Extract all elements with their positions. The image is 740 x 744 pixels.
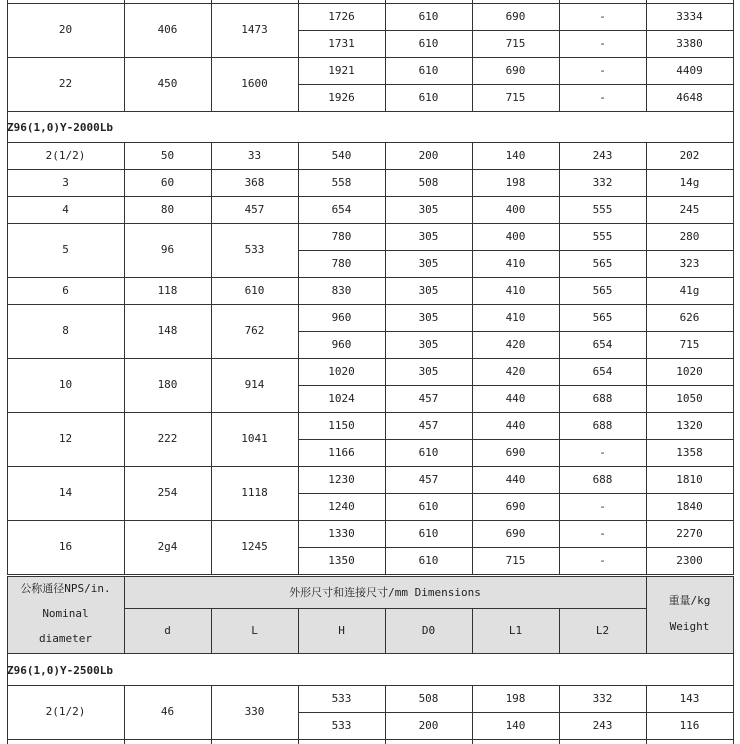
cell-L1: 400 bbox=[505, 229, 526, 243]
cell-H: 780 bbox=[331, 229, 352, 243]
header-weight-en: Weight bbox=[669, 620, 710, 634]
grid-line bbox=[733, 653, 734, 686]
cell-L1: 410 bbox=[505, 310, 526, 324]
grid-line bbox=[7, 653, 734, 654]
cell-H: 558 bbox=[331, 175, 352, 189]
grid-line bbox=[211, 739, 212, 744]
cell-L2: - bbox=[599, 63, 606, 77]
cell-weight: 2300 bbox=[676, 553, 703, 567]
cell-d: 2g4 bbox=[157, 540, 178, 554]
header-nps-cn: 公称通径NPS/in. bbox=[20, 582, 111, 596]
cell-L2: 332 bbox=[592, 691, 613, 705]
cell-weight: 143 bbox=[679, 691, 700, 705]
cell-L: 914 bbox=[244, 378, 265, 392]
grid-line bbox=[7, 111, 734, 112]
grid-line bbox=[7, 574, 734, 575]
cell-L: 457 bbox=[244, 202, 265, 216]
cell-weight: 1810 bbox=[676, 472, 703, 486]
grid-line bbox=[733, 576, 734, 654]
grid-line bbox=[124, 739, 125, 744]
cell-L: 1041 bbox=[241, 432, 268, 446]
cell-H: 1350 bbox=[328, 553, 355, 567]
cell-L2: 688 bbox=[592, 391, 613, 405]
cell-weight: 41g bbox=[679, 283, 700, 297]
cell-L2: 555 bbox=[592, 202, 613, 216]
cell-d: 50 bbox=[160, 148, 175, 162]
cell-L: 762 bbox=[244, 324, 265, 338]
cell-L1: 420 bbox=[505, 337, 526, 351]
cell-D0: 610 bbox=[418, 499, 439, 513]
cell-L1: 440 bbox=[505, 472, 526, 486]
cell-nps: 6 bbox=[62, 283, 69, 297]
cell-D0: 610 bbox=[418, 36, 439, 50]
cell-L2: 688 bbox=[592, 418, 613, 432]
cell-L2: 243 bbox=[592, 718, 613, 732]
cell-H: 830 bbox=[331, 283, 352, 297]
cell-L: 368 bbox=[244, 175, 265, 189]
grid-line bbox=[559, 739, 560, 744]
cell-L2: 654 bbox=[592, 364, 613, 378]
cell-H: 960 bbox=[331, 337, 352, 351]
cell-D0: 305 bbox=[418, 337, 439, 351]
cell-D0: 457 bbox=[418, 418, 439, 432]
cell-d: 60 bbox=[160, 175, 175, 189]
cell-D0: 305 bbox=[418, 283, 439, 297]
header-nps-en-line1: Nominal bbox=[42, 607, 89, 621]
cell-weight: 1020 bbox=[676, 364, 703, 378]
cell-d: 450 bbox=[157, 77, 178, 91]
cell-H: 533 bbox=[331, 718, 352, 732]
cell-H: 1230 bbox=[328, 472, 355, 486]
cell-H: 540 bbox=[331, 148, 352, 162]
cell-weight: 4409 bbox=[676, 63, 703, 77]
cell-nps: 3 bbox=[62, 175, 69, 189]
cell-nps: 14 bbox=[58, 486, 73, 500]
grid-line bbox=[733, 111, 734, 143]
cell-L1: 198 bbox=[505, 691, 526, 705]
header-col-L1: L1 bbox=[508, 624, 523, 638]
cell-L: 1600 bbox=[241, 77, 268, 91]
grid-line bbox=[298, 739, 299, 744]
cell-weight: 3334 bbox=[676, 9, 703, 23]
cell-d: 96 bbox=[160, 243, 175, 257]
cell-d: 180 bbox=[157, 378, 178, 392]
cell-D0: 200 bbox=[418, 148, 439, 162]
cell-H: 1166 bbox=[328, 445, 355, 459]
cell-nps: 10 bbox=[58, 378, 73, 392]
cell-L: 1473 bbox=[241, 23, 268, 37]
cell-weight: 1050 bbox=[676, 391, 703, 405]
cell-L2: - bbox=[599, 36, 606, 50]
cell-L2: 332 bbox=[592, 175, 613, 189]
cell-d: 46 bbox=[160, 705, 175, 719]
cell-D0: 305 bbox=[418, 310, 439, 324]
cell-D0: 610 bbox=[418, 553, 439, 567]
grid-line bbox=[733, 3, 734, 112]
cell-weight: 1358 bbox=[676, 445, 703, 459]
cell-nps: 12 bbox=[58, 432, 73, 446]
header-weight-cn: 重量/kg bbox=[668, 594, 711, 608]
cell-L2: - bbox=[599, 445, 606, 459]
cell-d: 406 bbox=[157, 23, 178, 37]
cell-weight: 116 bbox=[679, 718, 700, 732]
cell-L: 533 bbox=[244, 243, 265, 257]
cell-L2: 654 bbox=[592, 337, 613, 351]
cell-nps: 16 bbox=[58, 540, 73, 554]
header-col-L: L bbox=[251, 624, 258, 638]
cell-nps: 5 bbox=[62, 243, 69, 257]
header-dimensions: 外形尺寸和连接尺寸/mm Dimensions bbox=[289, 586, 481, 600]
cell-weight: 202 bbox=[679, 148, 700, 162]
cell-weight: 626 bbox=[679, 310, 700, 324]
cell-L1: 140 bbox=[505, 148, 526, 162]
cell-H: 1731 bbox=[328, 36, 355, 50]
cell-L2: - bbox=[599, 9, 606, 23]
section-title-2500lb: Z96(1,0)Y-2500Lb bbox=[7, 663, 113, 677]
cell-H: 780 bbox=[331, 256, 352, 270]
cell-L2: 565 bbox=[592, 310, 613, 324]
cell-L2: 565 bbox=[592, 256, 613, 270]
cell-H: 1726 bbox=[328, 9, 355, 23]
cell-nps: 22 bbox=[58, 77, 73, 91]
cell-H: 654 bbox=[331, 202, 352, 216]
header-col-d: d bbox=[164, 624, 171, 638]
grid-line bbox=[385, 739, 386, 744]
cell-D0: 305 bbox=[418, 229, 439, 243]
cell-L1: 690 bbox=[505, 499, 526, 513]
cell-L1: 198 bbox=[505, 175, 526, 189]
cell-nps: 8 bbox=[62, 324, 69, 338]
cell-nps: 20 bbox=[58, 23, 73, 37]
cell-D0: 305 bbox=[418, 202, 439, 216]
cell-H: 533 bbox=[331, 691, 352, 705]
cell-weight: 715 bbox=[679, 337, 700, 351]
header-col-L2: L2 bbox=[595, 624, 610, 638]
cell-D0: 610 bbox=[418, 9, 439, 23]
cell-D0: 610 bbox=[418, 526, 439, 540]
cell-weight: 4648 bbox=[676, 90, 703, 104]
cell-L1: 690 bbox=[505, 526, 526, 540]
cell-H: 1240 bbox=[328, 499, 355, 513]
cell-H: 1921 bbox=[328, 63, 355, 77]
cell-weight: 3380 bbox=[676, 36, 703, 50]
cell-weight: 323 bbox=[679, 256, 700, 270]
cell-L1: 140 bbox=[505, 718, 526, 732]
cell-L1: 690 bbox=[505, 445, 526, 459]
cell-d: 254 bbox=[157, 486, 178, 500]
cell-L1: 420 bbox=[505, 364, 526, 378]
cell-nps: 4 bbox=[62, 202, 69, 216]
cell-L2: - bbox=[599, 526, 606, 540]
cell-L: 610 bbox=[244, 283, 265, 297]
cell-D0: 457 bbox=[418, 391, 439, 405]
cell-L: 33 bbox=[247, 148, 262, 162]
grid-line bbox=[733, 685, 734, 740]
cell-D0: 610 bbox=[418, 445, 439, 459]
cell-H: 960 bbox=[331, 310, 352, 324]
cell-D0: 610 bbox=[418, 63, 439, 77]
cell-L1: 440 bbox=[505, 418, 526, 432]
cell-weight: 1840 bbox=[676, 499, 703, 513]
cell-D0: 305 bbox=[418, 364, 439, 378]
cell-weight: 280 bbox=[679, 229, 700, 243]
cell-L1: 400 bbox=[505, 202, 526, 216]
cell-D0: 305 bbox=[418, 256, 439, 270]
cell-L1: 410 bbox=[505, 283, 526, 297]
grid-line bbox=[7, 739, 8, 744]
cell-nps: 2(1/2) bbox=[45, 148, 86, 162]
header-col-H: H bbox=[338, 624, 345, 638]
cell-L1: 715 bbox=[505, 36, 526, 50]
cell-L2: - bbox=[599, 553, 606, 567]
cell-L2: 688 bbox=[592, 472, 613, 486]
cell-H: 1330 bbox=[328, 526, 355, 540]
cell-H: 1024 bbox=[328, 391, 355, 405]
cell-d: 80 bbox=[160, 202, 175, 216]
cell-H: 1020 bbox=[328, 364, 355, 378]
grid-line bbox=[733, 739, 734, 744]
header-col-D0: D0 bbox=[421, 624, 436, 638]
cell-D0: 200 bbox=[418, 718, 439, 732]
cell-H: 1926 bbox=[328, 90, 355, 104]
cell-L2: 555 bbox=[592, 229, 613, 243]
cell-D0: 508 bbox=[418, 691, 439, 705]
cell-D0: 457 bbox=[418, 472, 439, 486]
cell-D0: 610 bbox=[418, 90, 439, 104]
cell-weight: 245 bbox=[679, 202, 700, 216]
cell-H: 1150 bbox=[328, 418, 355, 432]
cell-weight: 1320 bbox=[676, 418, 703, 432]
cell-L1: 440 bbox=[505, 391, 526, 405]
cell-L2: 243 bbox=[592, 148, 613, 162]
grid-line bbox=[7, 739, 734, 740]
cell-L: 1118 bbox=[241, 486, 268, 500]
cell-d: 148 bbox=[157, 324, 178, 338]
header-nps-en-line2: diameter bbox=[39, 632, 92, 646]
cell-L: 330 bbox=[244, 705, 265, 719]
cell-weight: 14g bbox=[679, 175, 700, 189]
cell-d: 222 bbox=[157, 432, 178, 446]
cell-L1: 715 bbox=[505, 553, 526, 567]
section-title-2000lb: Z96(1,0)Y-2000Lb bbox=[7, 120, 113, 134]
cell-weight: 2270 bbox=[676, 526, 703, 540]
cell-L1: 690 bbox=[505, 9, 526, 23]
cell-nps: 2(1/2) bbox=[45, 705, 86, 719]
grid-line bbox=[646, 739, 647, 744]
cell-D0: 508 bbox=[418, 175, 439, 189]
cell-d: 118 bbox=[157, 283, 178, 297]
cell-L2: - bbox=[599, 90, 606, 104]
grid-line bbox=[733, 142, 734, 575]
grid-line bbox=[472, 739, 473, 744]
cell-L1: 715 bbox=[505, 90, 526, 104]
cell-L1: 690 bbox=[505, 63, 526, 77]
cell-L2: - bbox=[599, 499, 606, 513]
cell-L1: 410 bbox=[505, 256, 526, 270]
cell-L2: 565 bbox=[592, 283, 613, 297]
cell-L: 1245 bbox=[241, 540, 268, 554]
